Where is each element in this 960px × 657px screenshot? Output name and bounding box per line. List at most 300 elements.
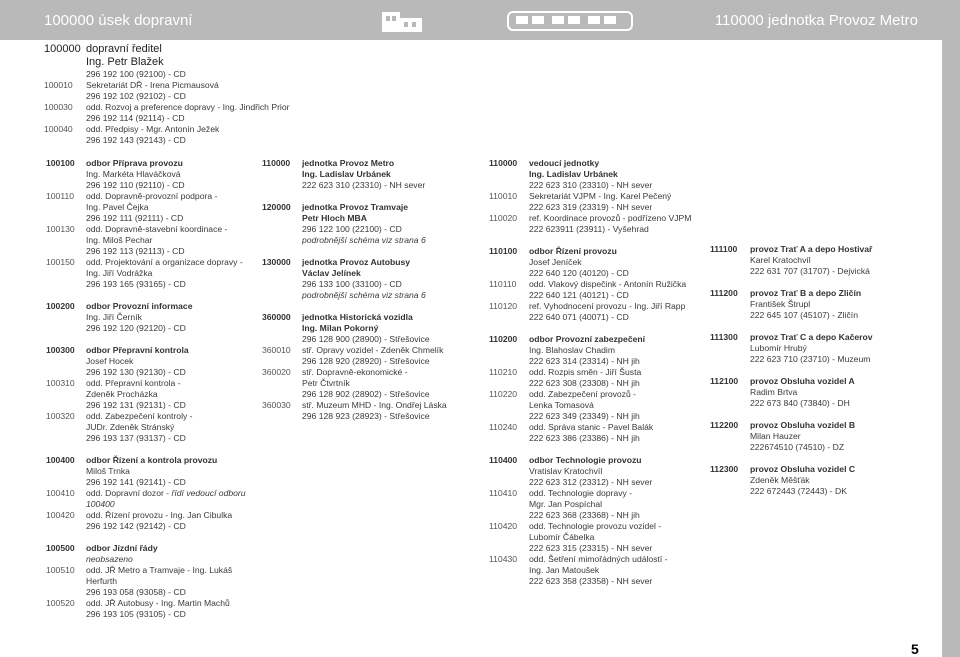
- spacer: [46, 356, 86, 367]
- sub-code: 100510: [46, 565, 75, 575]
- unit-header: [262, 312, 482, 323]
- unit-code: 110200: [489, 334, 518, 344]
- unit-block: [46, 345, 256, 444]
- unit-title: provoz Obsluha vozidel C: [750, 464, 856, 474]
- header-bar: [0, 0, 960, 40]
- unit-code: 110400: [489, 455, 518, 465]
- sub-line: Ing. Pavel Čejka: [86, 202, 149, 212]
- row-text: odd. Rozvoj a preference dopravy - Ing. Jindřich Prior: [86, 102, 290, 112]
- page-number: 5: [911, 641, 919, 657]
- unit-line: 296 192 130 (92130) - CD: [86, 367, 186, 377]
- spacer: [46, 587, 86, 598]
- sub-line-row: [46, 433, 256, 444]
- sub-line: odd. JŘ Metro a Tramvaje - Ing. Lukáš Herfurth: [86, 565, 233, 586]
- spacer: [46, 521, 86, 532]
- sub-line-row: [489, 202, 704, 213]
- sub-code: 100420: [46, 510, 75, 520]
- unit-block: [489, 158, 704, 235]
- unit-line-row: [262, 279, 482, 290]
- sub-code: 360030: [262, 400, 291, 410]
- unit-header: [262, 257, 482, 268]
- spacer: [46, 312, 86, 323]
- sub-line: ref. Koordinace provozů - podřízeno VJPM: [529, 213, 692, 223]
- unit-line: 222 623 314 (23314) - NH jih: [529, 356, 640, 366]
- unit-title: odbor Řízení provozu: [529, 246, 617, 256]
- director-code: 100000: [44, 43, 81, 55]
- unit-title: vedoucí jednotky: [529, 158, 600, 168]
- unit-code: 112100: [710, 376, 739, 386]
- sub-line-row: [46, 609, 256, 620]
- column-4: [710, 244, 910, 508]
- sub-line: 222 640 071 (40071) - CD: [529, 312, 629, 322]
- unit-header: [489, 334, 704, 345]
- sub-line-row: [262, 389, 482, 400]
- sub-line: 222 623 308 (23308) - NH jih: [529, 378, 640, 388]
- sub-line-row: [46, 224, 256, 235]
- sub-line-row: [46, 378, 256, 389]
- sub-line: 296 192 142 (92142) - CD: [86, 521, 186, 531]
- sub-code: 110240: [489, 422, 518, 432]
- spacer: [46, 367, 86, 378]
- unit-title: odbor Provozní zabezpečení: [529, 334, 646, 344]
- unit-name: Petr Hloch MBA: [302, 213, 367, 223]
- unit-block: [262, 202, 482, 246]
- row-code: 100010: [44, 80, 73, 90]
- spacer: [710, 398, 750, 409]
- unit-code: 112300: [710, 464, 739, 474]
- sub-line-row: [46, 279, 256, 290]
- sub-line-row: [489, 279, 704, 290]
- sub-line-row: [46, 246, 256, 257]
- spacer: [710, 431, 750, 442]
- spacer: [710, 343, 750, 354]
- unit-line-row: [489, 180, 704, 191]
- unit-block: [710, 244, 910, 277]
- unit-line-row: [710, 299, 910, 310]
- spacer: [262, 334, 302, 345]
- sub-line: Petr Čtvrtník: [302, 378, 350, 388]
- sub-line: Lenka Tomasová: [529, 400, 594, 410]
- director-name: Ing. Petr Blažek: [86, 56, 164, 68]
- sub-code: 360020: [262, 367, 291, 377]
- unit-block: [262, 257, 482, 301]
- unit-name-row: [262, 323, 482, 334]
- unit-code: 100300: [46, 345, 75, 355]
- spacer: [710, 475, 750, 486]
- unit-code: 100100: [46, 158, 75, 168]
- unit-line-row: [710, 354, 910, 365]
- sub-line: odd. Dopravně-provozní podpora -: [86, 191, 218, 201]
- spacer: [262, 323, 302, 334]
- unit-line: 222 645 107 (45107) - Zličín: [750, 310, 858, 320]
- unit-name: Ing. Ladislav Urbánek: [302, 169, 391, 179]
- sub-code: 100410: [46, 488, 75, 498]
- unit-line: Lubomír Hrubý: [750, 343, 807, 353]
- unit-title: jednotka Provoz Autobusy: [302, 257, 411, 267]
- spacer: [46, 246, 86, 257]
- sub-line-row: [489, 400, 704, 411]
- sub-line-row: [46, 257, 256, 268]
- unit-line: Ing. Blahoslav Chadim: [529, 345, 615, 355]
- spacer: [46, 268, 86, 279]
- unit-code: 360000: [262, 312, 291, 322]
- unit-note: podrobnější schéma viz strana 6: [302, 235, 426, 245]
- unit-line-row: [710, 343, 910, 354]
- unit-title: odbor Příprava provozu: [86, 158, 183, 168]
- sub-line: odd. JŘ Autobusy - Ing. Martin Machů: [86, 598, 230, 608]
- sub-line-row: [489, 499, 704, 510]
- transport-icons: [380, 4, 640, 36]
- spacer: [489, 312, 529, 323]
- unit-header: [262, 202, 482, 213]
- unit-header: [46, 455, 256, 466]
- sub-line-row: [489, 543, 704, 554]
- unit-line-row: [46, 169, 256, 180]
- unit-block: [710, 332, 910, 365]
- spacer: [489, 565, 529, 576]
- sub-line-row: [489, 367, 704, 378]
- sub-line: odd. Správa stanic - Pavel Balák: [529, 422, 654, 432]
- unit-header: [489, 455, 704, 466]
- sub-line-row: [489, 290, 704, 301]
- sub-code: 100110: [46, 191, 75, 201]
- unit-code: 130000: [262, 257, 291, 267]
- spacer: [489, 499, 529, 510]
- spacer: [46, 400, 86, 411]
- spacer: [46, 323, 86, 334]
- sub-line-row: [489, 521, 704, 532]
- row-code: 100030: [44, 102, 73, 112]
- sub-line: 296 193 165 (93165) - CD: [86, 279, 186, 289]
- sub-line-row: [46, 488, 256, 510]
- unit-line: Ing. Jiří Černík: [86, 312, 142, 322]
- sub-code: 100310: [46, 378, 75, 388]
- unit-header: [710, 244, 910, 255]
- spacer: [46, 279, 86, 290]
- sub-line-row: [262, 378, 482, 389]
- unit-line-row: [46, 323, 256, 334]
- unit-line-row: [710, 398, 910, 409]
- sub-line-row: [489, 488, 704, 499]
- spacer: [710, 255, 750, 266]
- spacer: [710, 486, 750, 497]
- spacer: [489, 180, 529, 191]
- unit-name-row: [262, 213, 482, 224]
- unit-line: 296 192 141 (92141) - CD: [86, 477, 186, 487]
- unit-title: odbor Přepravní kontrola: [86, 345, 189, 355]
- unit-line-row: [46, 356, 256, 367]
- sub-line: Zdeněk Procházka: [86, 389, 158, 399]
- sub-code: 100320: [46, 411, 75, 421]
- spacer: [489, 477, 529, 488]
- sub-line-row: [46, 411, 256, 422]
- unit-line-row: [46, 312, 256, 323]
- sub-line: odd. Řízení provozu - Ing. Jan Cibulka: [86, 510, 233, 520]
- spacer: [46, 169, 86, 180]
- row-code: [44, 135, 86, 146]
- spacer: [489, 169, 529, 180]
- unit-name-row: [489, 169, 704, 180]
- unit-title: provoz Trať B a depo Zličín: [750, 288, 862, 298]
- sub-line-row: [489, 191, 704, 202]
- sub-line: 296 192 111 (92111) - CD: [86, 213, 184, 223]
- spacer: [489, 224, 529, 235]
- sub-line: 296 192 131 (92131) - CD: [86, 400, 186, 410]
- unit-name-row: [262, 169, 482, 180]
- sub-line: 222 623911 (23911) - Vyšehrad: [529, 224, 649, 234]
- unit-name: Ing. Ladislav Urbánek: [529, 169, 618, 179]
- unit-block: [46, 543, 256, 620]
- sub-code: 100130: [46, 224, 75, 234]
- unit-line-row: [46, 554, 256, 565]
- spacer: [489, 510, 529, 521]
- sub-code: 110410: [489, 488, 518, 498]
- sub-line: JUDr. Zdeněk Stránský: [86, 422, 175, 432]
- unit-line-row: [46, 180, 256, 191]
- sub-line-row: [489, 433, 704, 444]
- unit-line-row: [46, 477, 256, 488]
- unit-code: 111200: [710, 288, 738, 298]
- sub-line: Ing. Jiří Vodrážka: [86, 268, 153, 278]
- sub-line: 222 640 121 (40121) - CD: [529, 290, 629, 300]
- unit-code: 110000: [489, 158, 518, 168]
- spacer: [46, 235, 86, 246]
- row-code: [44, 113, 86, 124]
- sub-code: 110020: [489, 213, 518, 223]
- row-text: Sekretariát DŘ - Irena Picmausová: [86, 80, 219, 90]
- sub-line: Ing. Jan Matoušek: [529, 565, 600, 575]
- director-row: [44, 80, 344, 91]
- sub-line-row: [46, 422, 256, 433]
- unit-note-row: [262, 290, 482, 301]
- director-block: [44, 43, 344, 146]
- unit-line-row: [489, 356, 704, 367]
- sub-line: 222 623 386 (23386) - NH jih: [529, 433, 640, 443]
- spacer: [46, 466, 86, 477]
- row-text: 296 192 102 (92102) - CD: [86, 91, 186, 101]
- director-row: [44, 135, 344, 146]
- spacer: [489, 202, 529, 213]
- sub-line: 222 623 319 (23319) - NH sever: [529, 202, 653, 212]
- unit-name: Ing. Milan Pokorný: [302, 323, 379, 333]
- unit-title: jednotka Provoz Tramvaje: [302, 202, 409, 212]
- sub-line: odd. Projektování a organizace dopravy -: [86, 257, 243, 267]
- row-text: odd. Předpisy - Mgr. Antonín Ježek: [86, 124, 220, 134]
- unit-line: Miloš Trnka: [86, 466, 130, 476]
- unit-block: [262, 312, 482, 422]
- spacer: [489, 356, 529, 367]
- unit-code: 100200: [46, 301, 75, 311]
- sub-line-row: [46, 510, 256, 521]
- director-row: [44, 124, 344, 135]
- unit-header: [46, 345, 256, 356]
- unit-title: provoz Obsluha vozidel A: [750, 376, 855, 386]
- unit-header: [710, 376, 910, 387]
- director-row: [44, 102, 344, 113]
- sub-line-row: [46, 191, 256, 202]
- sub-line: Lubomír Čábelka: [529, 532, 595, 542]
- spacer: [489, 543, 529, 554]
- unit-header: [46, 543, 256, 554]
- unit-line-row: [710, 255, 910, 266]
- unit-line-row: [710, 387, 910, 398]
- row-code: 100040: [44, 124, 73, 134]
- unit-code: 111100: [710, 244, 738, 254]
- sub-line-row: [262, 367, 482, 378]
- sub-line-row: [46, 268, 256, 279]
- unit-header: [489, 246, 704, 257]
- italic-note: řídí vedoucí odboru 100400: [86, 488, 246, 509]
- sub-line: 296 128 923 (28923) - Střešovice: [302, 411, 430, 421]
- right-strip: [942, 40, 960, 657]
- sub-line-row: [262, 345, 482, 356]
- spacer: [262, 180, 302, 191]
- sub-code: 360010: [262, 345, 291, 355]
- spacer: [46, 433, 86, 444]
- spacer: [46, 180, 86, 191]
- sub-line-row: [489, 510, 704, 521]
- unit-block: [46, 455, 256, 532]
- unit-line-row: [46, 367, 256, 378]
- spacer: [46, 202, 86, 213]
- sub-line: ref. Vyhodnocení provozu - Ing. Jiří Rapp: [529, 301, 686, 311]
- sub-line: odd. Zabezpečení kontroly -: [86, 411, 193, 421]
- spacer: [489, 345, 529, 356]
- unit-header: [46, 301, 256, 312]
- sub-line: stř. Opravy vozidel - Zdeněk Chmelík: [302, 345, 444, 355]
- spacer: [46, 609, 86, 620]
- unit-code: 110100: [489, 246, 518, 256]
- unit-line: 222 672443 (72443) - DK: [750, 486, 847, 496]
- unit-line-row: [262, 180, 482, 191]
- spacer: [262, 378, 302, 389]
- sub-line-row: [46, 213, 256, 224]
- spacer: [46, 422, 86, 433]
- unit-line: 222 640 120 (40120) - CD: [529, 268, 629, 278]
- row-text: 296 192 143 (92143) - CD: [86, 135, 186, 145]
- spacer: [262, 290, 302, 301]
- spacer: [489, 400, 529, 411]
- unit-line: 222 631 707 (31707) - Dejvická: [750, 266, 870, 276]
- sub-line-row: [489, 554, 704, 565]
- column-2: [262, 158, 482, 433]
- unit-line: František Štrupl: [750, 299, 811, 309]
- spacer: [262, 279, 302, 290]
- sub-line: odd. Dopravní dozor - řídí vedoucí odboru 100400: [86, 488, 246, 509]
- unit-line: 222 623 310 (23310) - NH sever: [529, 180, 653, 190]
- spacer: [262, 356, 302, 367]
- unit-line-row: [489, 257, 704, 268]
- unit-title: odbor Řízení a kontrola provozu: [86, 455, 218, 465]
- unit-block: [710, 288, 910, 321]
- sub-line: odd. Technologie provozu vozidel -: [529, 521, 662, 531]
- header-left-title: 100000 úsek dopravní: [44, 12, 193, 29]
- unit-line-row: [489, 477, 704, 488]
- unit-line: neobsazeno: [86, 554, 133, 564]
- unit-line: Zdeněk Měšťák: [750, 475, 810, 485]
- unit-block: [262, 158, 482, 191]
- unit-line: Josef Hocek: [86, 356, 134, 366]
- spacer: [489, 433, 529, 444]
- unit-code: 112200: [710, 420, 739, 430]
- page: [0, 40, 942, 657]
- sub-line-row: [489, 301, 704, 312]
- unit-line-row: [489, 268, 704, 279]
- unit-line-row: [489, 345, 704, 356]
- sub-line-row: [489, 565, 704, 576]
- sub-line: 222 623 315 (23315) - NH sever: [529, 543, 653, 553]
- unit-title: jednotka Provoz Metro: [302, 158, 395, 168]
- sub-line: 296 193 058 (93058) - CD: [86, 587, 186, 597]
- sub-line-row: [46, 598, 256, 609]
- sub-line-row: [489, 532, 704, 543]
- spacer: [489, 532, 529, 543]
- director-row: [44, 113, 344, 124]
- sub-line-row: [46, 587, 256, 598]
- spacer: [710, 387, 750, 398]
- sub-code: 110110: [489, 279, 517, 289]
- unit-line: Vratislav Kratochvíl: [529, 466, 603, 476]
- unit-title: provoz Obsluha vozidel B: [750, 420, 856, 430]
- unit-line: Ing. Markéta Hlaváčková: [86, 169, 181, 179]
- unit-title: odbor Jízdní řády: [86, 543, 158, 553]
- unit-title: odbor Provozní informace: [86, 301, 193, 311]
- spacer: [262, 411, 302, 422]
- unit-line: 222 623 312 (23312) - NH sever: [529, 477, 653, 487]
- sub-line-row: [489, 389, 704, 400]
- sub-line-row: [489, 213, 704, 224]
- sub-line-row: [46, 202, 256, 213]
- spacer: [262, 389, 302, 400]
- sub-line: odd. Technologie dopravy -: [529, 488, 633, 498]
- unit-block: [710, 376, 910, 409]
- spacer: [262, 268, 302, 279]
- spacer: [489, 290, 529, 301]
- spacer: [46, 477, 86, 488]
- spacer: [489, 411, 529, 422]
- spacer: [710, 299, 750, 310]
- unit-name: Václav Jelínek: [302, 268, 361, 278]
- director-phone: 296 192 100 (92100) - CD: [86, 69, 186, 79]
- director-title: dopravní ředitel: [86, 43, 162, 55]
- sub-line: stř. Muzeum MHD - Ing. Ondřej Láska: [302, 400, 447, 410]
- column-1: [46, 158, 256, 631]
- row-text: 296 192 114 (92114) - CD: [86, 113, 185, 123]
- sub-code: 100150: [46, 257, 75, 267]
- sub-line: 222 623 349 (23349) - NH jih: [529, 411, 640, 421]
- sub-line: odd. Vlakový dispečink - Antonín Ružička: [529, 279, 687, 289]
- unit-line: Radim Brtva: [750, 387, 798, 397]
- sub-line: odd. Dopravně-stavební koordinace -: [86, 224, 228, 234]
- sub-code: 110220: [489, 389, 518, 399]
- unit-line-row: [710, 475, 910, 486]
- spacer: [489, 268, 529, 279]
- unit-line-row: [710, 310, 910, 321]
- unit-header: [710, 420, 910, 431]
- sub-line: stř. Dopravně-ekonomické -: [302, 367, 408, 377]
- column-3: [489, 158, 704, 598]
- spacer: [489, 378, 529, 389]
- spacer: [46, 389, 86, 400]
- unit-line-row: [710, 431, 910, 442]
- sub-line-row: [46, 400, 256, 411]
- unit-line: 296 192 120 (92120) - CD: [86, 323, 186, 333]
- unit-title: provoz Trať A a depo Hostivař: [750, 244, 873, 254]
- unit-title: jednotka Historická vozidla: [302, 312, 413, 322]
- unit-line-row: [710, 266, 910, 277]
- spacer: [262, 224, 302, 235]
- spacer: [262, 235, 302, 246]
